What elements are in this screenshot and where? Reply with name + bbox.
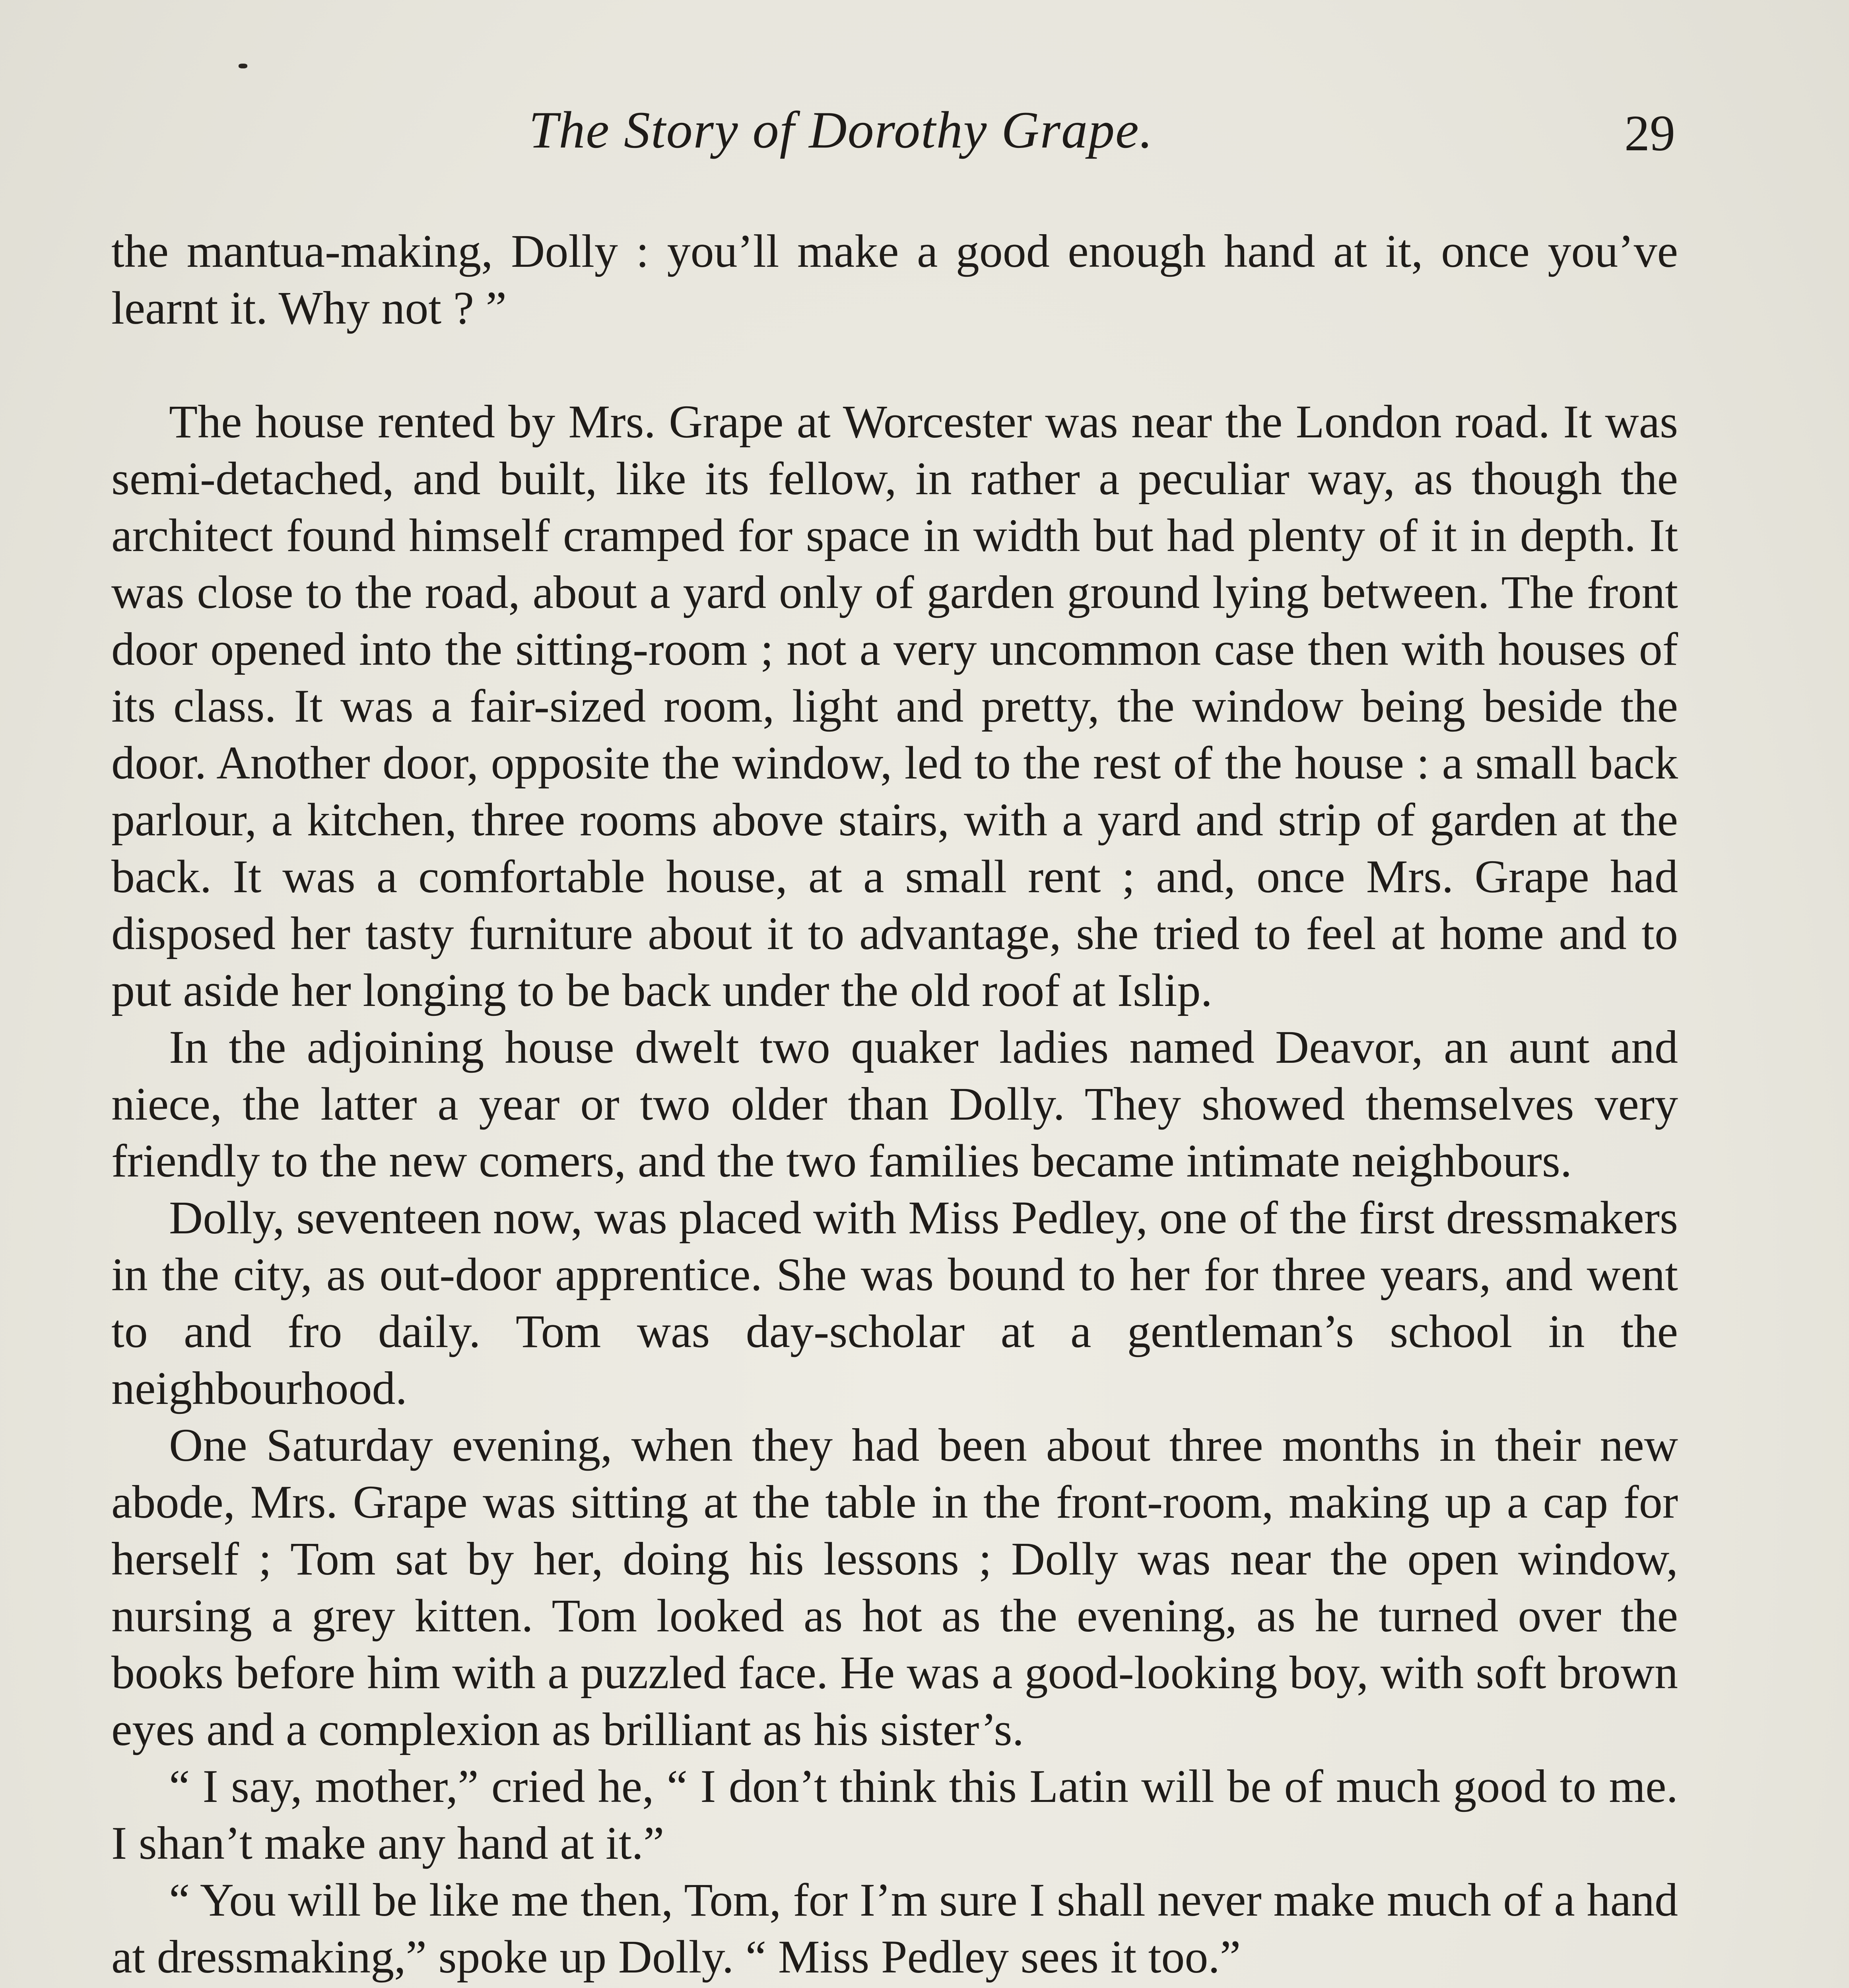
body-text <box>111 223 1678 1988</box>
paragraph: Dolly, seventeen now, was placed with Miss Pedley, one of the first dressmakers in the city, as out-door apprentice. She was bound to her for three years, and went to and fro daily. Tom was day-scholar at a gentleman’s school in the neighbourhood. <box>111 1192 1678 1414</box>
paragraph: “ I say, mother,” cried he, “ I don’t think this Latin will be of much good to me. I shan’t make any hand at it.” <box>111 1760 1678 1869</box>
paragraph: The house rented by Mrs. Grape at Worcester was near the London road. It was semi-detached, and built, like its fellow, in rather a peculiar way, as though the architect found himself cramped for space in width but had plenty of it in depth. It was close to the road, about a yard only of garden ground lying between. The front door opened into the sitting-room ; not a very uncommon case then with houses of its class. It was a fair-sized room, light and pretty, the window being beside the door. Another door, opposite the window, led to the rest of the house : a small back parlour, a kitchen, three rooms above stairs, with a yard and strip of garden at the back. It was a comfortable house, at a small rent ; and, once Mrs. Grape had disposed her tasty furniture about it to advantage, she tried to feel at home and to put aside her longing to be back under the old roof at Islip. <box>111 396 1678 1016</box>
running-title: The Story of Dorothy Grape. <box>529 101 1154 159</box>
paragraph: In the adjoining house dwelt two quaker ladies named Deavor, an aunt and niece, the latter a year or two older than Dolly. They showed themselves very friendly to the new comers, and the two families became intimate neighbours. <box>111 1021 1678 1187</box>
paragraph <box>111 1985 1678 1988</box>
page-number: 29 <box>1624 105 1675 161</box>
paragraph: “ You will be like me then, Tom, for I’m sure I shall never make much of a hand at dressmaking,” spoke up Dolly. “ Miss Pedley sees it too.” <box>111 1874 1678 1983</box>
paragraph: the mantua-making, Dolly : you’ll make a good enough hand at it, once you’ve learnt it. Why not ? ” <box>111 225 1678 334</box>
ink-speck <box>239 64 247 68</box>
paragraph: One Saturday evening, when they had been about three months in their new abode, Mrs. Grape was sitting at the table in the front-room, making up a cap for herself ; Tom sat by her, doing his lessons ; Dolly was near the open window, nursing a grey kitten. Tom looked as hot as the evening, as he turned over the books before him with a puzzled face. He was a good-looking boy, with soft brown eyes and a complexion as brilliant as his sister’s. <box>111 1419 1678 1755</box>
